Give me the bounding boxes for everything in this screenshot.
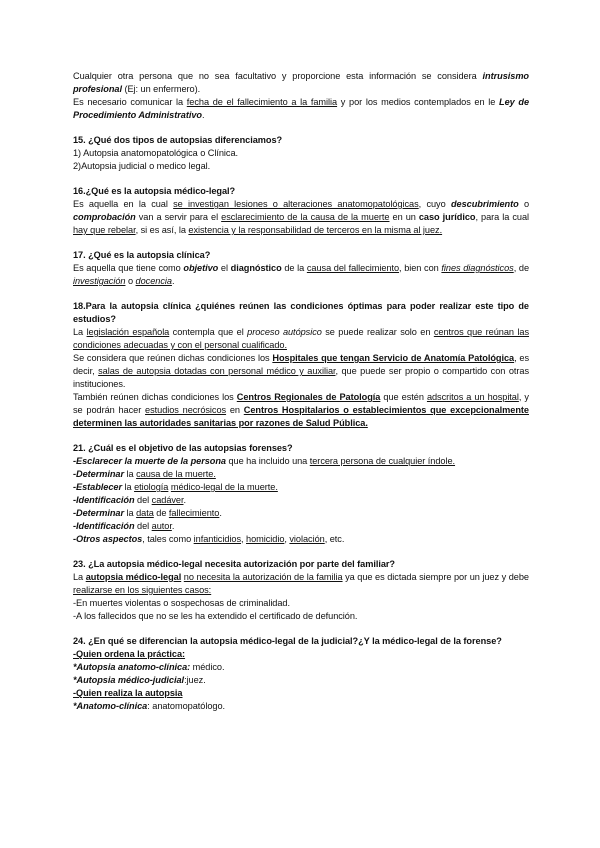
intro-paragraph: Cualquier otra persona que no sea facultativo y proporcione esta información se considera intrusismo profesional (Ej: un enfermero). [73, 71, 529, 94]
list-item: -En muertes violentas o sospechosas de criminalidad. [73, 598, 290, 608]
question-title: 17. ¿Qué es la autopsia clínica? [73, 250, 211, 260]
list-item: *Autopsia anatomo-clínica: médico. [73, 662, 225, 672]
subheading: -Quien ordena la práctica: [73, 649, 186, 659]
answer-line: 1) Autopsia anatomopatológica o Clínica. [73, 148, 239, 158]
list-item: -Determinar la causa de la muerte. [73, 469, 216, 479]
answer-paragraph: La legislación española contempla que el proceso autópsico se puede realizar solo en centros que reúnan las condiciones adecuadas y con el personal cualificado. [73, 327, 530, 350]
answer-line: 2)Autopsia judicial o medico legal. [73, 161, 211, 171]
answer-paragraph: Es aquella en la cual se investigan lesiones o alteraciones anatomopatológicas, cuyo descubrimiento o comprobación van a servir para el esclarecimiento de la causa de la muerte en un caso jurídico, para la cual hay que rebelar, si es así, la existencia y la responsabilidad de terceros en la misma al juez. [73, 199, 530, 235]
question-title: 24. ¿En qué se diferencian la autopsia médico-legal de la judicial?¿Y la médico-legal de la forense? [73, 636, 502, 646]
list-item: -Determinar la data de fallecimiento. [73, 508, 222, 518]
question-24 [73, 635, 529, 713]
subheading: -Quien realiza la autopsia [73, 688, 183, 698]
list-item: -Esclarecer la muerte de la persona que ha incluido una tercera persona de cualquier índole. [73, 456, 456, 466]
list-item: *Anatomo-clínica: anatomopatólogo. [73, 701, 226, 711]
document-page [73, 70, 529, 713]
question-title: 21. ¿Cuál es el objetivo de las autopsias forenses? [73, 443, 293, 453]
list-item: -A los fallecidos que no se les ha extendido el certificado de defunción. [73, 611, 358, 621]
list-item: -Otros aspectos, tales como infanticidios, homicidio, violación, etc. [73, 534, 345, 544]
question-title: 16.¿Qué es la autopsia médico-legal? [73, 186, 236, 196]
list-item: -Identificación del cadáver. [73, 495, 186, 505]
question-17 [73, 249, 529, 288]
list-item: *Autopsia médico-judicial:juez. [73, 675, 206, 685]
answer-paragraph: Es aquella que tiene como objetivo el diagnóstico de la causa del fallecimiento, bien con fines diagnósticos, de investigación o docencia. [73, 263, 530, 286]
intro-section [73, 70, 529, 122]
answer-paragraph: Se considera que reúnen dichas condiciones los Hospitales que tengan Servicio de Anatomía Patológica, es decir, salas de autopsia dotadas con personal médico y auxiliar, que puede ser propio o compartido con otras instituciones. [73, 353, 530, 389]
question-15 [73, 134, 529, 173]
intro-paragraph-2: Es necesario comunicar la fecha de el fallecimiento a la familia y por los medios contemplados en le Ley de Procedimiento Administrativo. [73, 97, 530, 120]
question-16 [73, 185, 529, 237]
question-title: 18.Para la autopsia clínica ¿quiénes reúnen las condiciones óptimas para poder realizar este tipo de estudios? [73, 301, 529, 324]
question-title: 23. ¿La autopsia médico-legal necesita autorización por parte del familiar? [73, 559, 395, 569]
list-item: -Identificación del autor. [73, 521, 175, 531]
question-21 [73, 442, 529, 546]
list-item: -Establecer la etiología médico-legal de la muerte. [73, 482, 278, 492]
question-23 [73, 558, 529, 623]
question-title: 15. ¿Qué dos tipos de autopsias diferenciamos? [73, 135, 283, 145]
answer-paragraph: También reúnen dichas condiciones los Centros Regionales de Patología que estén adscritos a un hospital, y se podrán hacer estudios necrósicos en Centros Hospitalarios o establecimientos que excepcionalmente determinen las autoridades sanitarias por razones de Salud Pública. [73, 392, 529, 428]
question-18 [73, 300, 529, 430]
answer-paragraph: La autopsia médico-legal no necesita la autorización de la familia ya que es dictada siempre por un juez y debe realizarse en los siguientes casos: [73, 572, 529, 595]
